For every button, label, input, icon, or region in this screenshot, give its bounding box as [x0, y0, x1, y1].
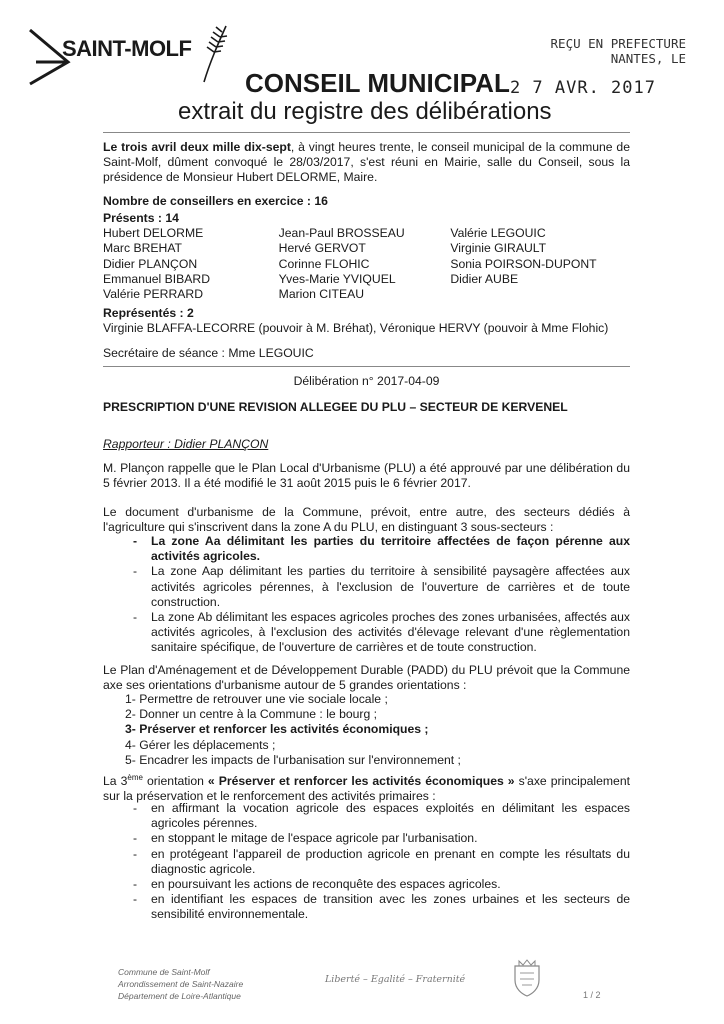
actions-list [133, 801, 630, 923]
top-divider [103, 132, 630, 133]
member-name: Virginie GIRAULT [450, 241, 547, 256]
list-item: 4- Gérer les déplacements ; [125, 737, 276, 752]
orientations-list [125, 692, 630, 768]
prefecture-stamp [551, 36, 686, 66]
list-item: - en poursuivant les actions de reconquête des espaces agricoles. [133, 877, 630, 892]
member-name: Emmanuel BIBARD [103, 271, 211, 286]
logo-text: SAINT-MOLF [62, 36, 192, 61]
stamp-date: 2 7 AVR. 2017 [509, 78, 656, 98]
list-item: - La zone Aa délimitant les parties du territoire affectées de façon pérenne aux activités agricoles. [133, 534, 630, 564]
list-item: - en stoppant le mitage de l'espace agricole par l'urbanisation. [133, 831, 630, 846]
page-subtitle: extrait du registre des délibérations [178, 98, 552, 125]
list-item: 3- Préserver et renforcer les activités économiques ; [125, 722, 429, 737]
list-item: - en protégeant l'appareil de production agricole en prenant en compte les résultats du diagnostic agricole. [133, 847, 630, 877]
footer-motto: Liberté – Egalité – Fraternité [325, 974, 466, 985]
member-name: Jean-Paul BROSSEAU [278, 226, 405, 241]
presents-columns [103, 226, 630, 302]
para4-sup: ème [127, 773, 143, 782]
rapporteur [103, 437, 630, 452]
member-name: Didier AUBE [450, 271, 519, 286]
paragraph-padd: Le Plan d'Aménagement et de Développement Durable (PADD) du PLU prévoit que la Commune axe ses orientations d'urbanisme autour de 5 grandes orientations : [103, 663, 630, 693]
footer-line: Arrondissement de Saint-Nazaire [118, 979, 244, 989]
presents-heading: Présents : 14 [103, 211, 179, 225]
stamp-line1: REÇU EN PREFECTURE [550, 36, 686, 51]
representes-section [103, 306, 630, 336]
para4-prefix: La 3 [103, 774, 128, 789]
member-name: Hervé GERVOT [278, 241, 366, 256]
footer-address [118, 966, 243, 1002]
page-number: 1 / 2 [583, 990, 601, 1000]
presents-section [103, 211, 630, 302]
representes-text: Virginie BLAFFA-LECORRE (pouvoir à M. Bréhat), Véronique HERVY (pouvoir à Mme Flohic) [103, 321, 609, 336]
list-item: - La zone Ab délimitant les espaces agricoles proches des zones urbanisées, affectés aux activités agricoles, à l'exclusion des activités d'élevage relevant d'une règlementation sanitaire spécifique, de l'ouverture de carrières et de toute construction. [133, 610, 630, 656]
conseillers-text: Nombre de conseillers en exercice : 16 [103, 194, 328, 208]
presents-col3 [450, 226, 630, 302]
para4-bold: « Préserver et renforcer les activités économiques » [207, 774, 515, 789]
secretaire: Secrétaire de séance : Mme LEGOUIC [103, 346, 314, 360]
page-title: CONSEIL MUNICIPAL [245, 68, 510, 98]
member-name: Corinne FLOHIC [278, 256, 370, 271]
footer-line: Département de Loire-Atlantique [118, 991, 241, 1001]
paragraph-plu: M. Plançon rappelle que le Plan Local d'Urbanisme (PLU) a été approuvé par une délibération du 5 février 2013. Il a été modifié le 31 août 2015 puis le 6 février 2017. [103, 461, 630, 491]
deliberation-title: PRESCRIPTION D'UNE REVISION ALLEGEE DU PLU – SECTEUR DE KERVENEL [103, 400, 568, 414]
para4-rest: s'axe principalement sur la préservation et le renforcement des activités primaires : [103, 774, 630, 804]
member-name: Marion CITEAU [278, 287, 365, 302]
member-name: Valérie LEGOUIC [450, 226, 546, 241]
member-name: Sonia POIRSON-DUPONT [450, 256, 597, 271]
representes-heading: Représentés : 2 [103, 306, 194, 320]
zones-list [133, 534, 630, 656]
member-name: Marc BREHAT [103, 241, 182, 256]
presents-col1 [103, 226, 279, 302]
para4-mid: orientation [142, 774, 208, 789]
deliberation-number: Délibération n° 2017-04-09 [293, 374, 440, 388]
actions-wrap [103, 801, 630, 923]
member-name: Yves-Marie YVIQUEL [278, 271, 396, 286]
intro-bold: Le trois avril deux mille dix-sept [103, 140, 291, 154]
list-item: - en identifiant les espaces de transition avec les zones urbaines et les secteurs de sensibilité environnementale. [133, 892, 630, 922]
footer-line: Commune de Saint-Molf [118, 967, 210, 977]
conseillers-count [103, 194, 630, 209]
member-name: Valérie PERRARD [103, 287, 204, 302]
list-item: 1- Permettre de retrouver une vie sociale locale ; [125, 692, 388, 706]
paragraph-orientation-3 [103, 770, 630, 804]
intro-paragraph [103, 140, 630, 186]
member-name: Didier PLANÇON [103, 256, 198, 271]
list-item: - La zone Aap délimitant les parties du territoire à sensibilité paysagère affectées aux activités agricoles pérennes, à l'exclusion de l'ouverture de carrières et de toute construction. [133, 564, 630, 610]
zones-list-wrap [103, 534, 630, 656]
coat-of-arms-icon [510, 958, 544, 998]
member-name: Hubert DELORME [103, 226, 204, 241]
list-item: - en affirmant la vocation agricole des espaces exploités en délimitant les espaces agricoles pérennes. [133, 801, 630, 831]
stamp-line2: NANTES, LE [610, 51, 686, 66]
list-item: 5- Encadrer les impacts de l'urbanisation sur l'environnement ; [125, 752, 461, 767]
paragraph-zones-intro: Le document d'urbanisme de la Commune, prévoit, entre autre, des secteurs dédiés à l'agriculture qui s'inscrivent dans la zone A du PLU, en distinguant 3 sous-secteurs : [103, 505, 630, 535]
rapporteur-text: Rapporteur : Didier PLANÇON [103, 437, 269, 451]
intro-rest: , à vingt heures trente, le conseil municipal de la commune de Saint-Molf, dûment convoqué le 28/03/2017, s'est réuni en Mairie, salle du Conseil, sous la présidence de Monsieur Hubert DELORME, Maire. [103, 140, 630, 185]
presents-col2 [279, 226, 451, 302]
section-divider [103, 366, 630, 367]
list-item: 2- Donner un centre à la Commune : le bourg ; [125, 707, 378, 722]
orientations-wrap [103, 692, 630, 768]
